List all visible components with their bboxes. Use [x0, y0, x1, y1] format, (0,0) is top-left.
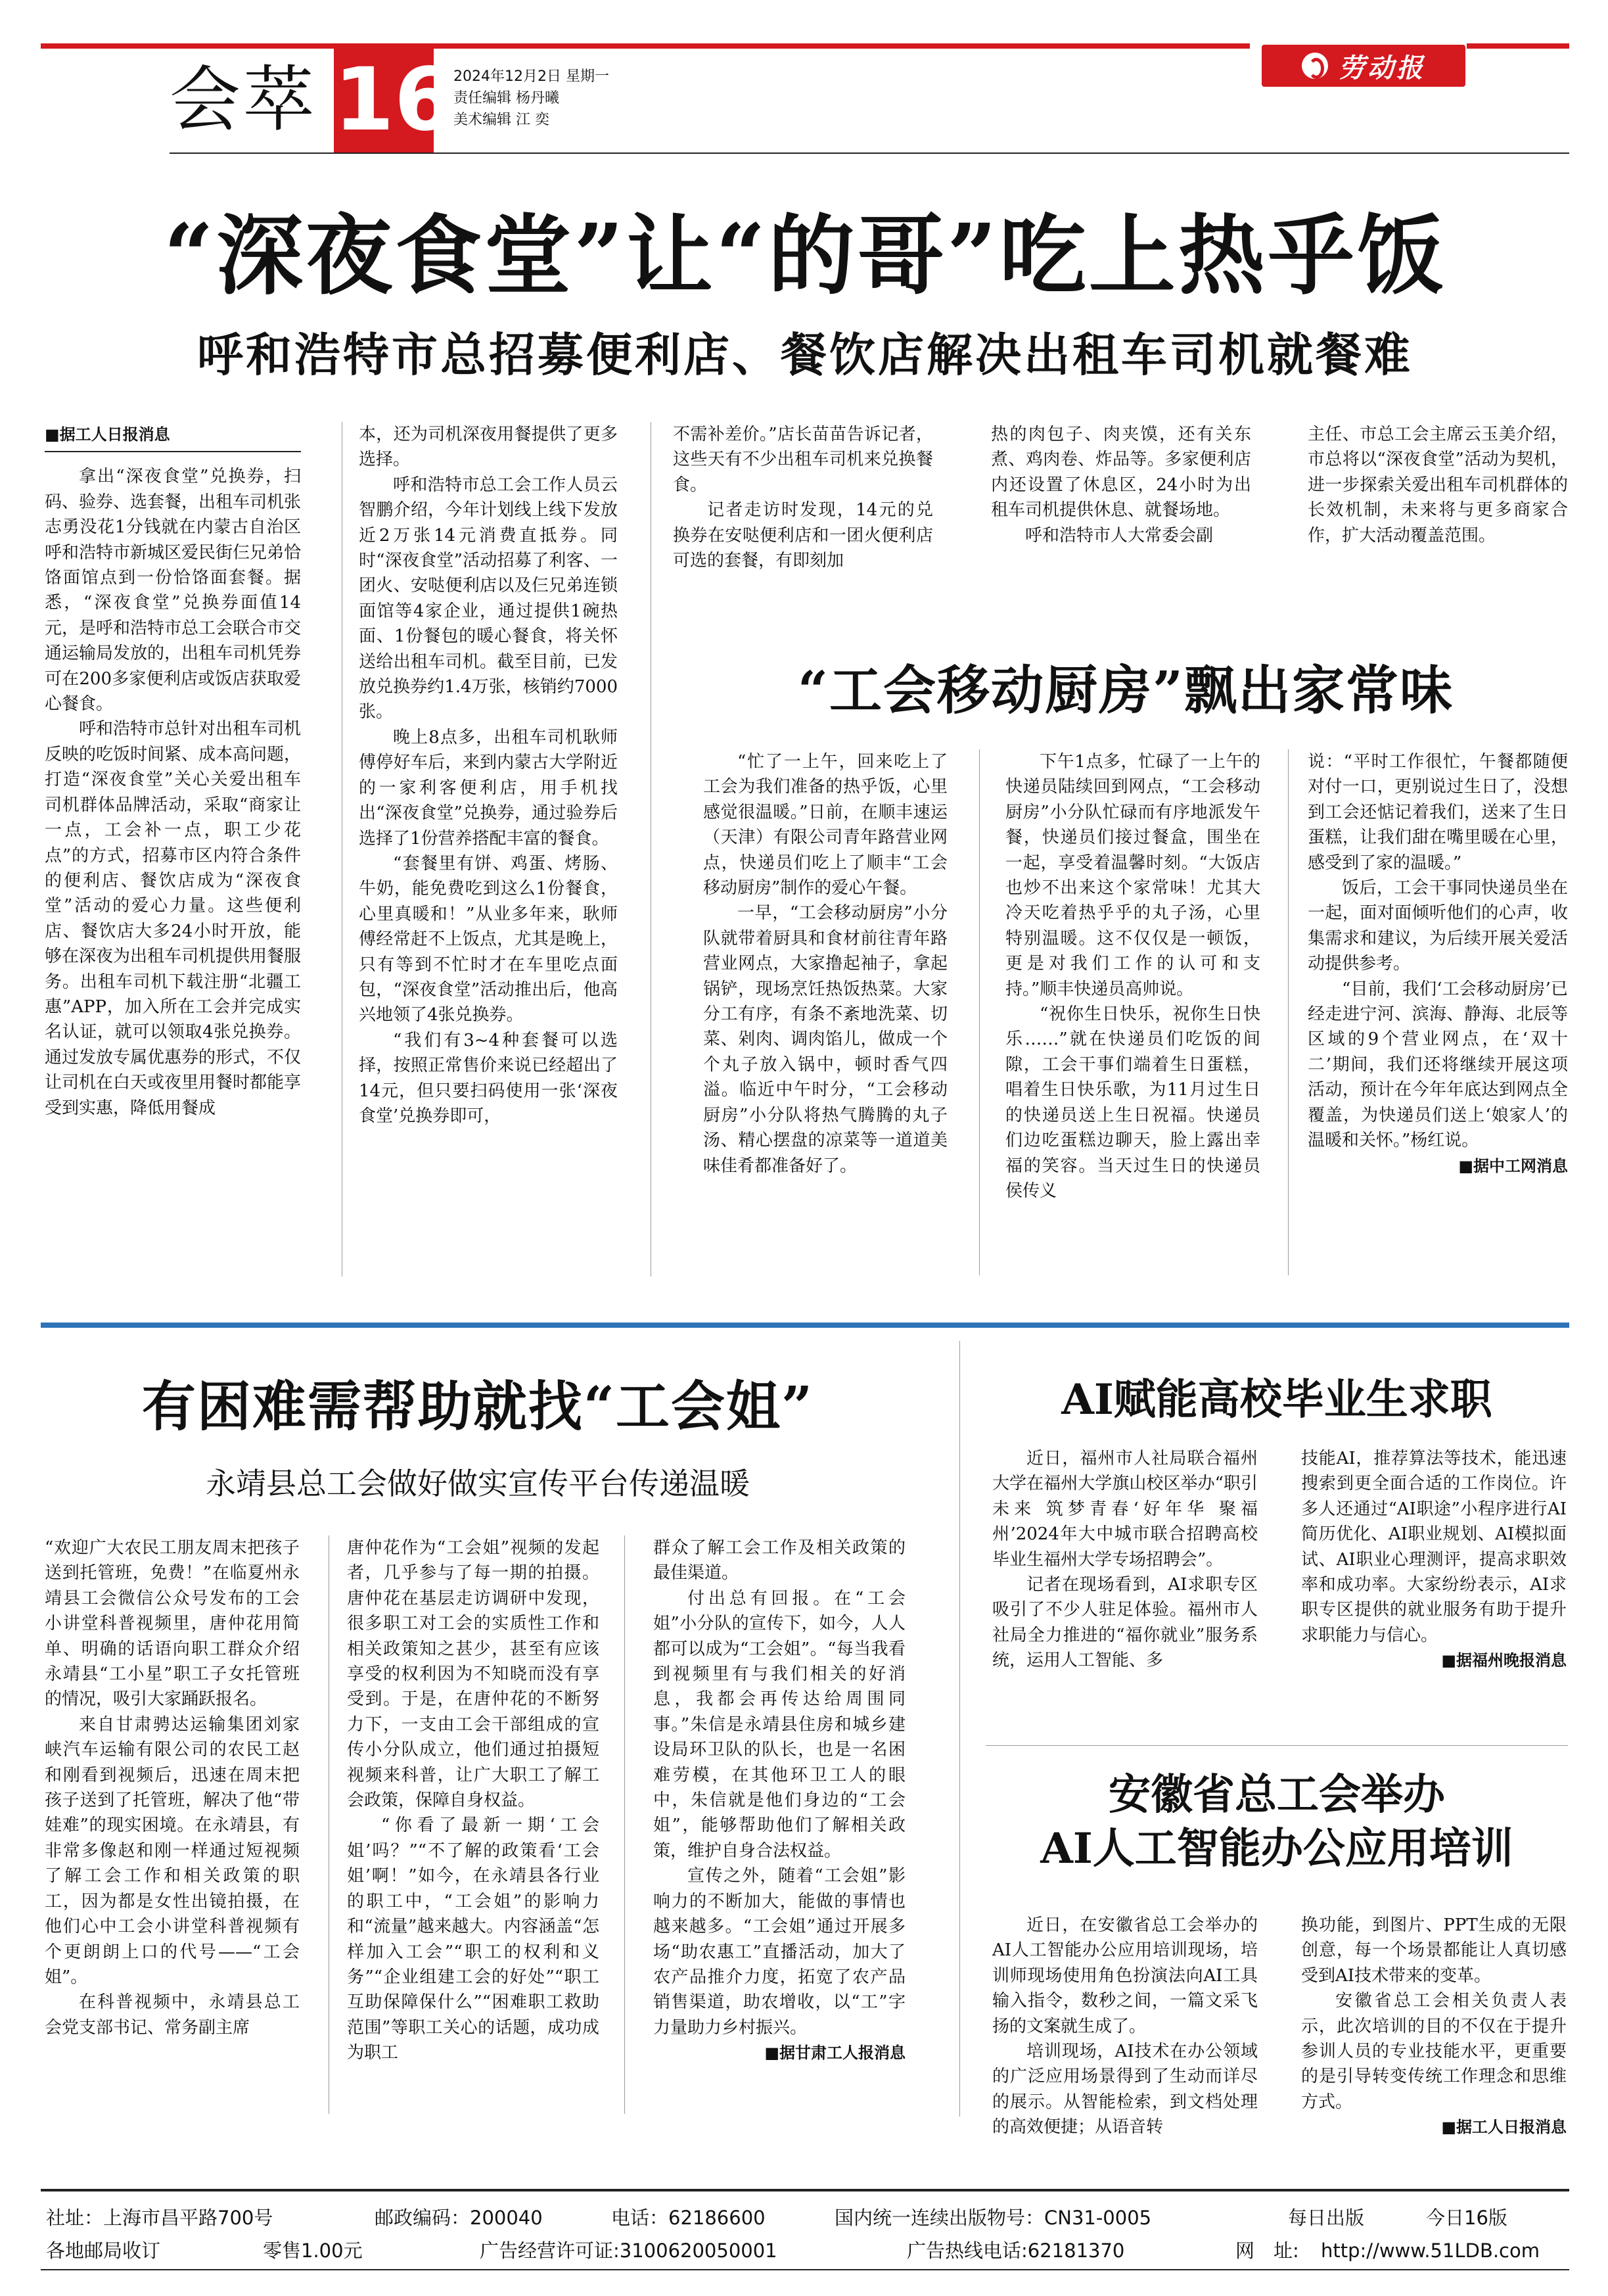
- story4-credit: ■据福州晚报消息: [1441, 1651, 1567, 1670]
- story4-column-1: [992, 1446, 1258, 1674]
- story1-column-2: [359, 422, 618, 1129]
- paragraph: 宣传之外，随着“工会姐”影响力的不断加大，能做的事情也越来越多。“工会姐”通过开展多场“助农惠工”直播活动，加大了农产品推介力度，拓宽了农产品销售渠道，助农增收，以“工”字力量助力乡村振兴。: [653, 1866, 906, 2038]
- footer-bottom-rule: [41, 2269, 1569, 2270]
- story3-column-2: [347, 1535, 599, 2066]
- newspaper-brand: [1262, 45, 1465, 87]
- footer-price: 零售1.00元: [263, 2239, 363, 2262]
- paragraph: “套餐里有饼、鸡蛋、烤肠、牛奶，能免费吃到这么1份餐食，心里真暖和！”从业多年来，耿师傅经常赶不上饭点，尤其是晚上，只有等到不忙时才在车里吃点面包，“深夜食堂”活动推出后，他高兴地领了4张兑换券。: [359, 853, 618, 1025]
- story1-column-5: [1308, 422, 1568, 548]
- footer-top-rule: [41, 2189, 1569, 2191]
- paragraph: 培训现场，AI技术在办公领域的广泛应用场景得到了生动而详尽的展示。从智能检索，到文档处理的高效便捷；从语音转: [992, 2042, 1258, 2138]
- paragraph: 一早，“工会移动厨房”小分队就带着厨具和食材前往青年路营业网点，大家撸起袖子，拿起锅铲，现场烹饪热饭热菜。大家分工有序，有条不紊地洗菜、切菜、剁肉、调肉馅儿，做成一个个丸子放入锅中，顿时香气四溢。临近中午时分，“工会移动厨房”小分队将热气腾腾的丸子汤、精心摆盘的凉菜等一道道美味佳肴都准备好了。: [703, 903, 948, 1176]
- responsible-editor: 责任编辑 杨丹曦: [453, 90, 559, 106]
- footer-website-label: 网 址:: [1235, 2239, 1299, 2262]
- footer-phone: 电话：62186600: [611, 2207, 766, 2229]
- footer-cn-number: 国内统一连续出版物号：CN31-0005: [835, 2207, 1152, 2229]
- paragraph: “欢迎广大农民工朋友周末把孩子送到托管班，免费！”在临夏州永靖县工会微信公众号发布的工会小讲堂科普视频里，唐仲花用简单、明确的话语向职工群众介绍永靖县“工小星”职工子女托管班的情况，吸引大家踊跃报名。: [45, 1538, 300, 1710]
- story-divider: [986, 1745, 1568, 1746]
- footer-address: 社址：上海市昌平路700号: [46, 2207, 273, 2229]
- story2-credit: ■据中工网消息: [1458, 1156, 1568, 1175]
- paragraph: “祝你生日快乐，祝你生日快乐……”就在快递员们吃饭的间隙，工会干事们端着生日蛋糕，唱着生日快乐歌，为11月过生日的快递员送上生日祝福。快递员们边吃蛋糕边聊天，脸上露出幸福的笑容。当天过生日的快递员侯传义: [1005, 1004, 1260, 1201]
- story5-column-1: [992, 1913, 1258, 2140]
- brand-name: 劳动报: [1339, 52, 1425, 83]
- section-divider-rule: [41, 1323, 1569, 1328]
- column-divider: [1288, 749, 1289, 1275]
- paragraph: 安徽省总工会相关负责人表示，此次培训的目的不仅在于提升参训人员的专业技能水平，更重要的是引导转变传统工作理念和思维方式。: [1301, 1991, 1567, 2112]
- paragraph: 呼和浩特市人大常委会副: [1025, 525, 1214, 546]
- paragraph: 下午1点多，忙碌了一上午的快递员陆续回到网点，“工会移动厨房”小分队忙碌而有序地派发午餐，快递员们接过餐盒，围坐在一起，享受着温馨时刻。“大饭店也炒不出来这个家常味！尤其大冷天吃着热乎乎的丸子汤，心里特别温暖。这不仅仅是一顿饭，更是对我们工作的认可和支持。”顺丰快递员高帅说。: [1005, 752, 1260, 999]
- story5-headline-line1: 安徽省总工会举办: [1109, 1770, 1445, 1819]
- paragraph: 技能AI，推荐算法等技术，能迅速搜索到更全面合适的工作岗位。许多人还通过“AI职途”小程序进行AI简历优化、AI职业规划、AI模拟面试、AI职业心理测评，提高求职效率和成功率。大家纷纷表示，AI求职专区提供的就业服务有助于提升求职能力与信心。: [1301, 1449, 1567, 1645]
- story3-column-1: [45, 1535, 300, 2040]
- column-divider: [979, 749, 980, 1275]
- paragraph: 在科普视频中，永靖县总工会党支部书记、常务副主席: [45, 1992, 300, 2038]
- paragraph: 换功能，到图片、PPT生成的无限创意，每一个场景都能让人真切感受到AI技术带来的变革。: [1301, 1915, 1567, 1986]
- footer-ad-license: 广告经营许可证:3100620050001: [480, 2239, 777, 2262]
- paragraph: 来自甘肃骋达运输集团刘家峡汽车运输有限公司的农民工赵和刚看到视频后，迅速在周末把孩子送到了托管班，解决了他“带娃难”的现实困境。在永靖县，有非常多像赵和刚一样通过短视频了解工会工作和相关政策的职工，因为都是女性出镜拍摄，在他们心中工会小讲堂科普视频有个更朗朗上口的代号——“工会姐”。: [45, 1714, 300, 1987]
- story2-column-3: [1308, 749, 1568, 1179]
- top-red-rule: [41, 43, 1250, 49]
- page-number: 16: [334, 47, 434, 152]
- footer-website-link[interactable]: http://www.51LDB.com: [1321, 2239, 1540, 2262]
- art-editor: 美术编辑 江 奕: [453, 112, 549, 128]
- paragraph: 付出总有回报。在“工会姐”小分队的宣传下，如今，人人都可以成为“工会姐”。“每当我看到视频里有与我们相关的好消息，我都会再传达给周围同事。”朱信是永靖县住房和城乡建设局环卫队的队长，也是一名困难劳模，在其他环卫工人的眼中，朱信就是他们身边的“工会姐”，能够帮助他们了解相关政策，维护自身合法权益。: [653, 1588, 906, 1861]
- story3-subhead: 永靖县总工会做好做实宣传平台传递温暖: [206, 1466, 750, 1501]
- paragraph: 近日，福州市人社局联合福州大学在福州大学旗山校区举办“职引未来 筑梦青春‘好年华 聚福州’2024年大中城市联合招聘高校毕业生福州大学专场招聘会”。: [992, 1449, 1258, 1570]
- paragraph: “忙了一上午，回来吃上了工会为我们准备的热乎饭，心里感觉很温暖。”日前，在顺丰速运（天津）有限公司青年路营业网点，快递员们吃上了顺丰“工会移动厨房”制作的爱心午餐。: [703, 752, 948, 899]
- footer-postcode: 邮政编码：200040: [375, 2207, 543, 2229]
- story-divider: [959, 1341, 960, 2117]
- story3-column-3: [653, 1535, 906, 2066]
- story2-column-2: [1005, 749, 1260, 1204]
- story1-subhead: 呼和浩特市总招募便利店、餐饮店解决出租车司机就餐难: [197, 327, 1413, 382]
- top-red-rule-right: [1467, 43, 1569, 49]
- paragraph: 晚上8点多，出租车司机耿师傅停好车后，来到内蒙古大学附近的一家利客便利店，用手机找出“深夜食堂”兑换券，通过验券后选择了1份营养搭配丰富的餐食。: [359, 727, 618, 849]
- story2-headline: “工会移动厨房”飘出家常味: [797, 659, 1454, 721]
- footer-ad-hotline: 广告热线电话:62181370: [907, 2239, 1125, 2262]
- paragraph: 唐仲花作为“工会姐”视频的发起者，几乎参与了每一期的拍摄。唐仲花在基层走访调研中发现，很多职工对工会的实质性工作和相关政策知之甚少，甚至有应该享受的权利因为不知晓而没有享受到。于是，在唐仲花的不断努力下，一支由工会干部组成的宣传小分队成立，他们通过拍摄短视频来科普，让广大职工了解工会政策，保障自身权益。: [347, 1538, 599, 1811]
- paragraph: 热的肉包子、肉夹馍，还有关东煮、鸡肉卷、炸品等。多家便利店内还设置了休息区，24小时为出租车司机提供休息、就餐场地。: [991, 425, 1251, 521]
- story2-column-1: [703, 749, 948, 1179]
- story3-credit: ■据甘肃工人报消息: [764, 2044, 906, 2063]
- paragraph: 呼和浩特市总针对出租车司机反映的吃饭时间紧、成本高问题，打造“深夜食堂”关心关爱出租车司机群体品牌活动，采取“商家让一点，工会补一点，职工少花点”的方式，招募市区内符合条件的便利店、餐饮店成为“深夜食堂”活动的爱心力量。这些便利店、餐饮店大多24小时开放，能够在深夜为出租车司机提供用餐服务。出租车司机下载注册“北疆工惠”APP，加入所在工会并完成实名认证，就可以领取4张兑换券。通过发放专属优惠券的形式，不仅让司机在白天或夜里用餐时都能享受到实惠，降低用餐成: [45, 719, 302, 1118]
- paragraph: 呼和浩特市总工会工作人员云智鹏介绍，今年计划线上线下发放近2万张14元消费直抵券。同时“深夜食堂”活动招募了利客、一团火、安哒便利店以及仨兄弟连锁面馆等4家企业，通过提供1碗热面、1份餐包的暖心餐食，将关怀送给出租车司机。截至目前，已发放兑换券约1.4万张，核销约7000张。: [359, 475, 618, 722]
- story5-credit: ■据工人日报消息: [1441, 2118, 1567, 2137]
- paragraph: 不需补差价。”店长苗苗告诉记者，这些天有不少出租车司机来兑换餐食。: [673, 425, 933, 495]
- paragraph: 说：“平时工作很忙，午餐都随便对付一口，更别说过生日了，没想到工会还惦记着我们，送来了生日蛋糕，让我们甜在嘴里暖在心里，感受到了家的温暖。”: [1308, 752, 1568, 873]
- story1-column-3: [673, 422, 933, 573]
- story5-column-2: [1301, 1913, 1567, 2140]
- column-divider: [624, 1535, 625, 2114]
- section-name: 会萃: [170, 59, 317, 141]
- story4-headline: AI赋能高校毕业生求职: [1061, 1375, 1492, 1424]
- story1-source-tag: ■据工人日报消息: [45, 425, 170, 444]
- paragraph: 群众了解工会工作及相关政策的最佳渠道。: [653, 1538, 906, 1583]
- footer-subscription: 各地邮局收订: [46, 2239, 161, 2262]
- masthead-under-rule: [170, 152, 1569, 154]
- footer-daily: 每日出版: [1288, 2207, 1365, 2229]
- story1-headline: “深夜食堂”让“的哥”吃上热乎饭: [164, 205, 1446, 307]
- footer-pages: 今日16版: [1426, 2207, 1507, 2229]
- story3-headline: 有困难需帮助就找“工会姐”: [141, 1375, 814, 1438]
- paragraph: 饭后，工会干事同快递员坐在一起，面对面倾听他们的心声，收集需求和建议，为后续开展关爱活动提供参考。: [1308, 878, 1568, 974]
- paragraph: 本，还为司机深夜用餐提供了更多选择。: [359, 425, 618, 470]
- issue-date: 2024年12月2日 星期一: [453, 68, 609, 85]
- paragraph: “你看了最新一期‘工会姐’吗？”“不了解的政策看‘工会姐’啊！”如今，在永靖县各行业的职工中，“工会姐”的影响力和“流量”越来越大。内容涵盖“怎样加入工会”“职工的权利和义务”“企业组建工会的好处”“职工互助保障保什么”“困难职工救助范围”等职工关心的话题，成功成为职工: [347, 1816, 599, 2063]
- story5-headline-line2: AI人工智能办公应用培训: [1040, 1824, 1513, 1873]
- paragraph: 近日，在安徽省总工会举办的AI人工智能办公应用培训现场，培训师现场使用角色扮演法向AI工具输入指令，数秒之间，一篇文采飞扬的文案就生成了。: [992, 1915, 1258, 2036]
- paragraph: 拿出“深夜食堂”兑换券，扫码、验券、选套餐，出租车司机张志勇没花1分钱就在内蒙古自治区呼和浩特市新城区爱民街仨兄弟恰饹面馆点到一份恰饹面套餐。据悉，“深夜食堂”兑换券面值14元，是呼和浩特市总工会联合市交通运输局发放的，出租车司机凭券可在200多家便利店或饭店获取爱心餐食。: [45, 467, 302, 715]
- paragraph: 记者在现场看到，AI求职专区吸引了不少人驻足体验。福州市人社局全力推进的“福你就业”服务系统，运用人工智能、多: [992, 1575, 1258, 1671]
- story1-column-4: [991, 422, 1251, 548]
- story1-column-1: [45, 422, 301, 1121]
- paragraph: 记者走访时发现，14元的兑换券在安哒便利店和一团火便利店可选的套餐，有即刻加: [673, 500, 933, 571]
- story4-column-2: [1301, 1446, 1567, 1674]
- paragraph: “目前，我们‘工会移动厨房’已经走进宁河、滨海、静海、北辰等区域的9个营业网点，在‘双十二’期间，我们还将继续开展这项活动，预计在今年年底达到网点全覆盖，为快递员们送上‘娘家人’的温暖和关怀。”杨红说。: [1308, 979, 1568, 1151]
- paragraph: 主任、市总工会主席云玉美介绍，市总将以“深夜食堂”活动为契机，进一步探索关爱出租车司机群体的长效机制，未来将与更多商家合作，扩大活动覆盖范围。: [1308, 425, 1568, 546]
- paragraph: “我们有3~4种套餐可以选择，按照正常售价来说已经超出了14元，但只要扫码使用一张‘深夜食堂’兑换券即可，: [359, 1030, 618, 1126]
- brand-logo-icon: [1302, 53, 1328, 79]
